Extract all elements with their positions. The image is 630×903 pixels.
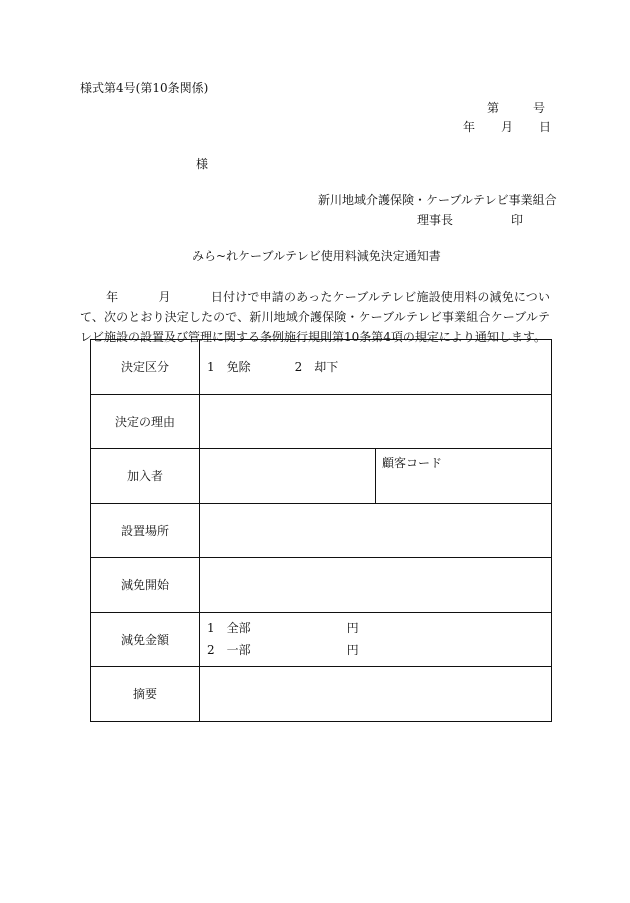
addressee-suffix: 様 <box>196 157 209 171</box>
amount-partial: 2 一部 <box>207 643 251 658</box>
location-value <box>200 503 552 558</box>
date-line <box>463 120 551 134</box>
subscriber-value <box>200 449 376 504</box>
date-nen: 年 <box>463 120 476 134</box>
decision-table <box>90 339 552 722</box>
amount-value <box>200 612 552 667</box>
remarks-value <box>200 667 552 722</box>
issuer-title-line <box>417 213 523 227</box>
document-number-line <box>487 101 545 115</box>
issuer-title: 理事長 <box>417 213 454 227</box>
subscriber-label: 加入者 <box>91 449 200 504</box>
remarks-label: 摘要 <box>91 667 200 722</box>
amount-full-line <box>207 617 551 639</box>
table-row <box>91 503 552 558</box>
start-value <box>200 558 552 613</box>
amount-partial-line <box>207 639 551 661</box>
date-tsuki: 月 <box>501 120 514 134</box>
table-row <box>91 667 552 722</box>
amount-label: 減免金額 <box>91 612 200 667</box>
amount-full: 1 全部 <box>207 621 251 636</box>
number-go: 号 <box>533 101 546 115</box>
decision-label: 決定区分 <box>91 340 200 395</box>
yen-unit: 円 <box>346 621 359 636</box>
start-label: 減免開始 <box>91 558 200 613</box>
notice-body <box>80 287 550 347</box>
table-row <box>91 449 552 504</box>
table-row <box>91 612 552 667</box>
form-number: 様式第4号(第10条関係) <box>80 81 209 95</box>
body-tsuki: 月 <box>158 290 171 304</box>
body-text: 日付けで申請のあったケーブルテレビ施設使用料の減免について、次のとおり決定したので、新川地域介護保険・ケーブルテレビ事業組合ケーブルテレビ施設の設置及び管理に関する条例施行規則第10条第4項の規定により通知します。 <box>80 290 550 344</box>
table-row <box>91 340 552 395</box>
customer-code-label: 顧客コード <box>376 449 552 504</box>
decision-options <box>200 340 552 395</box>
table-row <box>91 394 552 449</box>
reason-value <box>200 394 552 449</box>
location-label: 設置場所 <box>91 503 200 558</box>
number-dai: 第 <box>487 101 500 115</box>
yen-unit: 円 <box>346 643 359 658</box>
decision-option-reject: 2 却下 <box>294 360 339 375</box>
issuer-organization: 新川地域介護保険・ケーブルテレビ事業組合 <box>318 193 557 207</box>
reason-label: 決定の理由 <box>91 394 200 449</box>
date-hi: 日 <box>539 120 552 134</box>
table-row <box>91 558 552 613</box>
seal-mark: 印 <box>511 213 524 227</box>
decision-option-exempt: 1 免除 <box>207 360 251 375</box>
document-title: みら~れケーブルテレビ使用料減免決定通知書 <box>192 249 441 263</box>
body-nen: 年 <box>106 290 119 304</box>
